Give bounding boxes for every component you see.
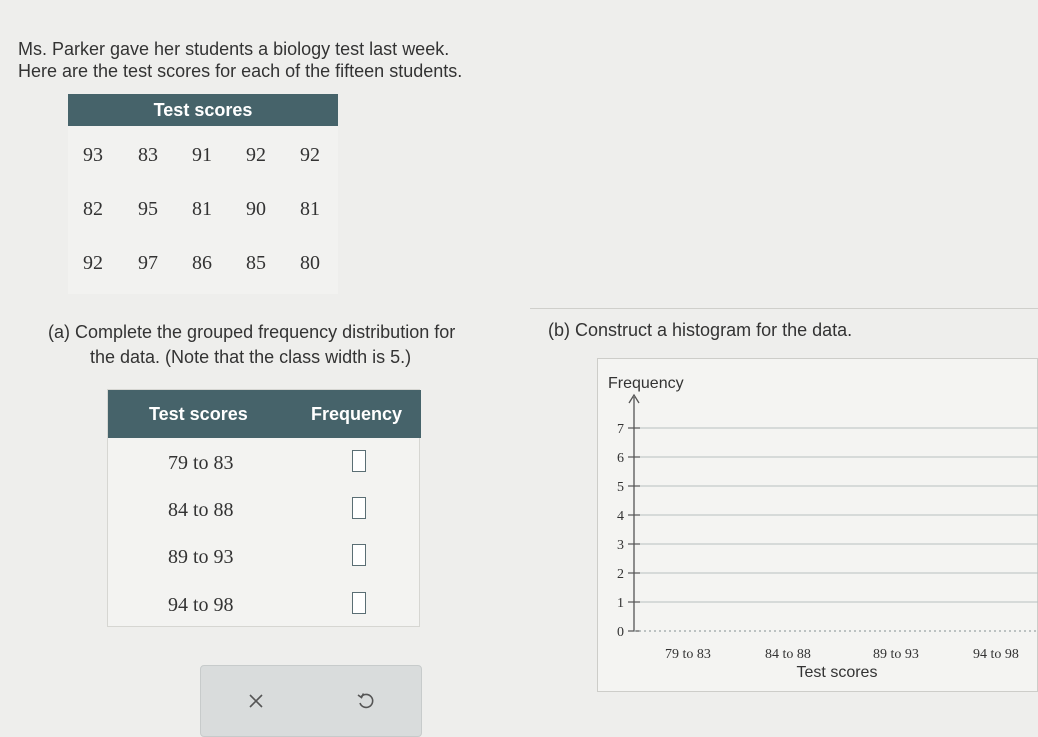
y-tick-label: 7 [617,422,624,437]
intro-line-1: Ms. Parker gave her students a biology test last week. [18,39,450,59]
score-cell: 90 [246,198,266,220]
frequency-input-4[interactable] [352,592,366,614]
score-cell: 92 [300,144,320,166]
score-cell: 86 [192,252,212,274]
y-tick-label: 0 [617,625,624,640]
score-cell: 95 [138,198,158,220]
x-category-label: 84 to 88 [765,647,811,662]
score-cell: 81 [192,198,212,220]
undo-button[interactable] [311,666,421,736]
x-axis-title: Test scores [796,664,878,681]
score-cell: 92 [83,252,103,274]
score-cell: 93 [83,144,103,166]
scores-row [68,252,338,282]
y-tick-label: 2 [617,567,624,582]
score-cell: 83 [138,144,158,166]
clear-button[interactable] [201,666,311,736]
frequency-table-header [108,390,421,438]
class-label-1: 79 to 83 [168,452,234,474]
answer-button-panel [200,665,422,737]
part-a-prompt [48,320,455,370]
scores-row [68,144,338,174]
column-header-frequency: Frequency [311,404,403,424]
y-tick-label: 1 [617,596,624,611]
x-icon [248,693,264,709]
y-tick-label: 6 [617,451,624,466]
y-axis-title: Frequency [608,375,684,392]
y-tick-label: 3 [617,538,624,553]
frequency-input-1[interactable] [352,450,366,472]
section-divider [530,308,1038,309]
intro-line-2: Here are the test scores for each of the fifteen students. [18,61,463,81]
x-category-label: 79 to 83 [665,647,711,662]
problem-intro [18,38,462,82]
frequency-input-3[interactable] [352,544,366,566]
score-cell: 97 [138,252,158,274]
score-cell: 85 [246,252,266,274]
undo-icon [356,691,376,711]
scores-table-title: Test scores [68,94,338,126]
part-a-line-2: the data. (Note that the class width is 5.) [90,347,412,367]
part-b-prompt: (b) Construct a histogram for the data. [548,320,853,340]
x-category-label: 94 to 98 [973,647,1019,662]
test-scores-table [68,94,338,294]
x-category-label: 89 to 93 [873,647,919,662]
class-label-4: 94 to 98 [168,594,234,616]
score-cell: 82 [83,198,103,220]
histogram-chart[interactable] [598,359,1038,693]
class-label-3: 89 to 93 [168,546,234,568]
score-cell: 91 [192,144,212,166]
scores-row [68,198,338,228]
class-label-2: 84 to 88 [168,499,234,521]
frequency-distribution-table [107,389,420,627]
part-a-line-1: (a) Complete the grouped frequency distribution for [48,322,456,342]
score-cell: 80 [300,252,320,274]
y-tick-label: 5 [617,480,624,495]
y-tick-label: 4 [617,509,624,524]
frequency-input-2[interactable] [352,497,366,519]
score-cell: 92 [246,144,266,166]
histogram-panel [597,358,1038,692]
column-header-classes: Test scores [149,404,248,424]
score-cell: 81 [300,198,320,220]
